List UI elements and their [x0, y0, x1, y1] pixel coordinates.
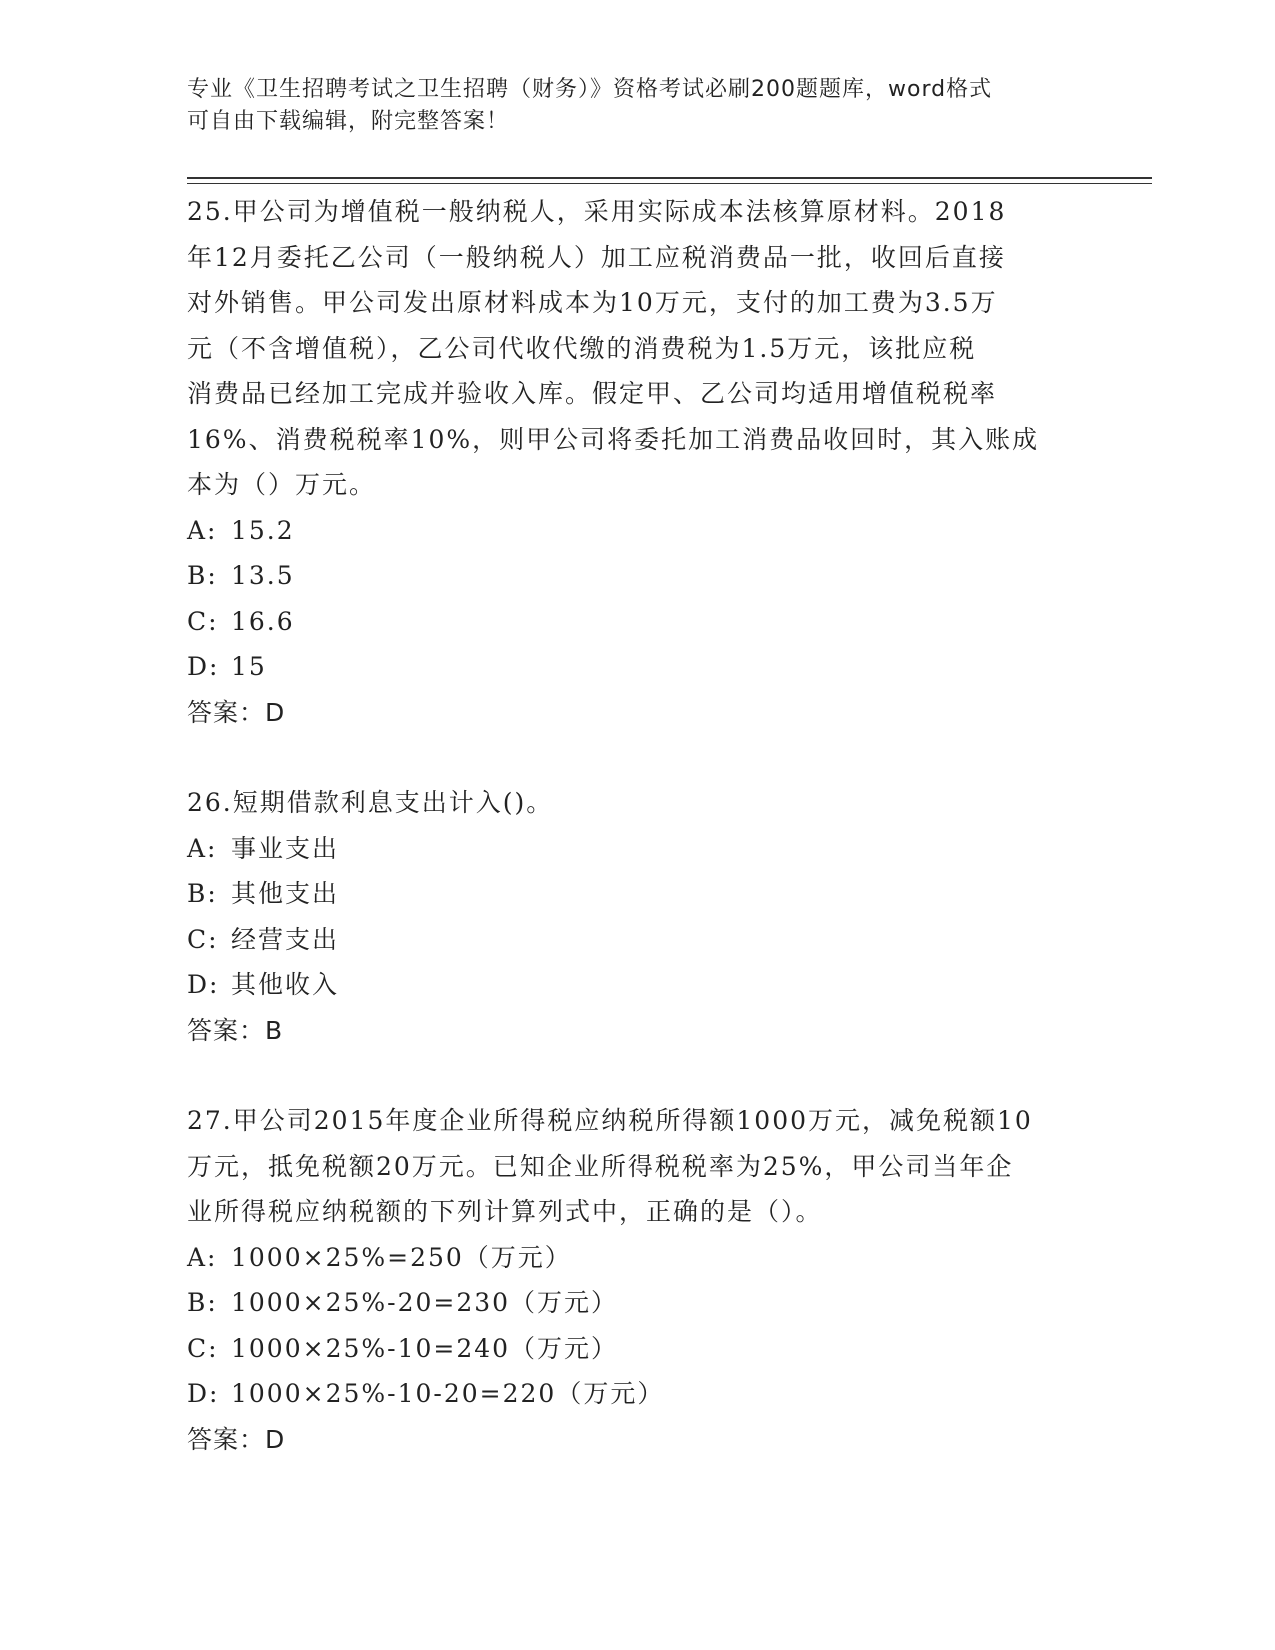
option-text: 1000×25%=250（万元）: [231, 1242, 572, 1272]
header-line-1: 专业《卫生招聘考试之卫生招聘（财务）》资格考试必刷200题题库，word格式: [187, 77, 993, 102]
option-text: 1000×25%-10=240（万元）: [231, 1333, 619, 1363]
option-letter: B:: [187, 1288, 218, 1317]
question-text: 27.甲公司2015年度企业所得税应纳税所得额1000万元，减免税额10 万元，抵免税额20万元。已知企业所得税税率为25%，甲公司当年企 业所得税应纳税额的下列计算列式中，正确的是（）。: [187, 1106, 1033, 1226]
question-spacer: [187, 1053, 1087, 1098]
option-letter: A:: [187, 515, 218, 545]
option-text: 15.2: [231, 515, 295, 545]
option-a: [187, 1235, 1087, 1281]
option-b: [187, 1280, 1087, 1326]
option-text: 其他支出: [231, 879, 340, 908]
document-header: [187, 74, 1077, 138]
option-text: 15: [231, 652, 267, 681]
header-line-2: 可自由下载编辑，附完整答案！: [187, 109, 510, 134]
question-list: [187, 189, 1087, 1462]
option-letter: D:: [187, 1379, 220, 1408]
question-block: [187, 189, 1087, 735]
option-d: [187, 962, 1087, 1008]
option-text: 16.6: [231, 606, 295, 636]
question-spacer: [187, 735, 1087, 780]
option-c: [187, 1326, 1087, 1372]
option-text: 1000×25%-10-20=220（万元）: [231, 1379, 665, 1408]
option-letter: B:: [187, 561, 218, 590]
header-divider-thin: [187, 183, 1152, 184]
option-letter: D:: [187, 652, 220, 681]
option-d: [187, 644, 1087, 690]
question-block: [187, 780, 1087, 1053]
option-letter: A:: [187, 833, 218, 863]
header-divider-thick: [187, 177, 1152, 179]
option-letter: C:: [187, 606, 219, 636]
option-letter: D:: [187, 970, 220, 999]
option-c: [187, 599, 1087, 645]
option-c: [187, 917, 1087, 963]
question-text: 26.短期借款利息支出计入()。: [187, 788, 554, 817]
answer-line: 答案：B: [187, 1015, 284, 1045]
option-text: 13.5: [231, 561, 295, 590]
question-block: [187, 1098, 1087, 1462]
option-a: [187, 826, 1087, 872]
option-d: [187, 1371, 1087, 1417]
answer-line: 答案：D: [187, 1424, 286, 1454]
option-text: 事业支出: [231, 833, 340, 863]
option-text: 1000×25%-20=230（万元）: [231, 1288, 619, 1317]
option-letter: C:: [187, 924, 219, 954]
option-letter: A:: [187, 1242, 218, 1272]
answer-line: 答案：D: [187, 697, 286, 727]
option-text: 其他收入: [231, 970, 340, 999]
option-a: [187, 508, 1087, 554]
option-b: [187, 553, 1087, 599]
option-b: [187, 871, 1087, 917]
option-text: 经营支出: [231, 924, 340, 954]
question-text: 25.甲公司为增值税一般纳税人，采用实际成本法核算原材料。2018 年12月委托乙公司（一般纳税人）加工应税消费品一批，收回后直接 对外销售。甲公司发出原材料成本为10万元，支付的加工费为3.5万 元（不含增值税），乙公司代收代缴的消费税为1.5万元，该批应税 消费品已经加工完成并验收入库。假定甲、乙公司均适用增值税税率 16%、消费税税率10%，则甲公司将委托加工消费品收回时，其入账成 本为（）万元。: [187, 197, 1040, 499]
option-letter: B:: [187, 879, 218, 908]
option-letter: C:: [187, 1333, 219, 1363]
